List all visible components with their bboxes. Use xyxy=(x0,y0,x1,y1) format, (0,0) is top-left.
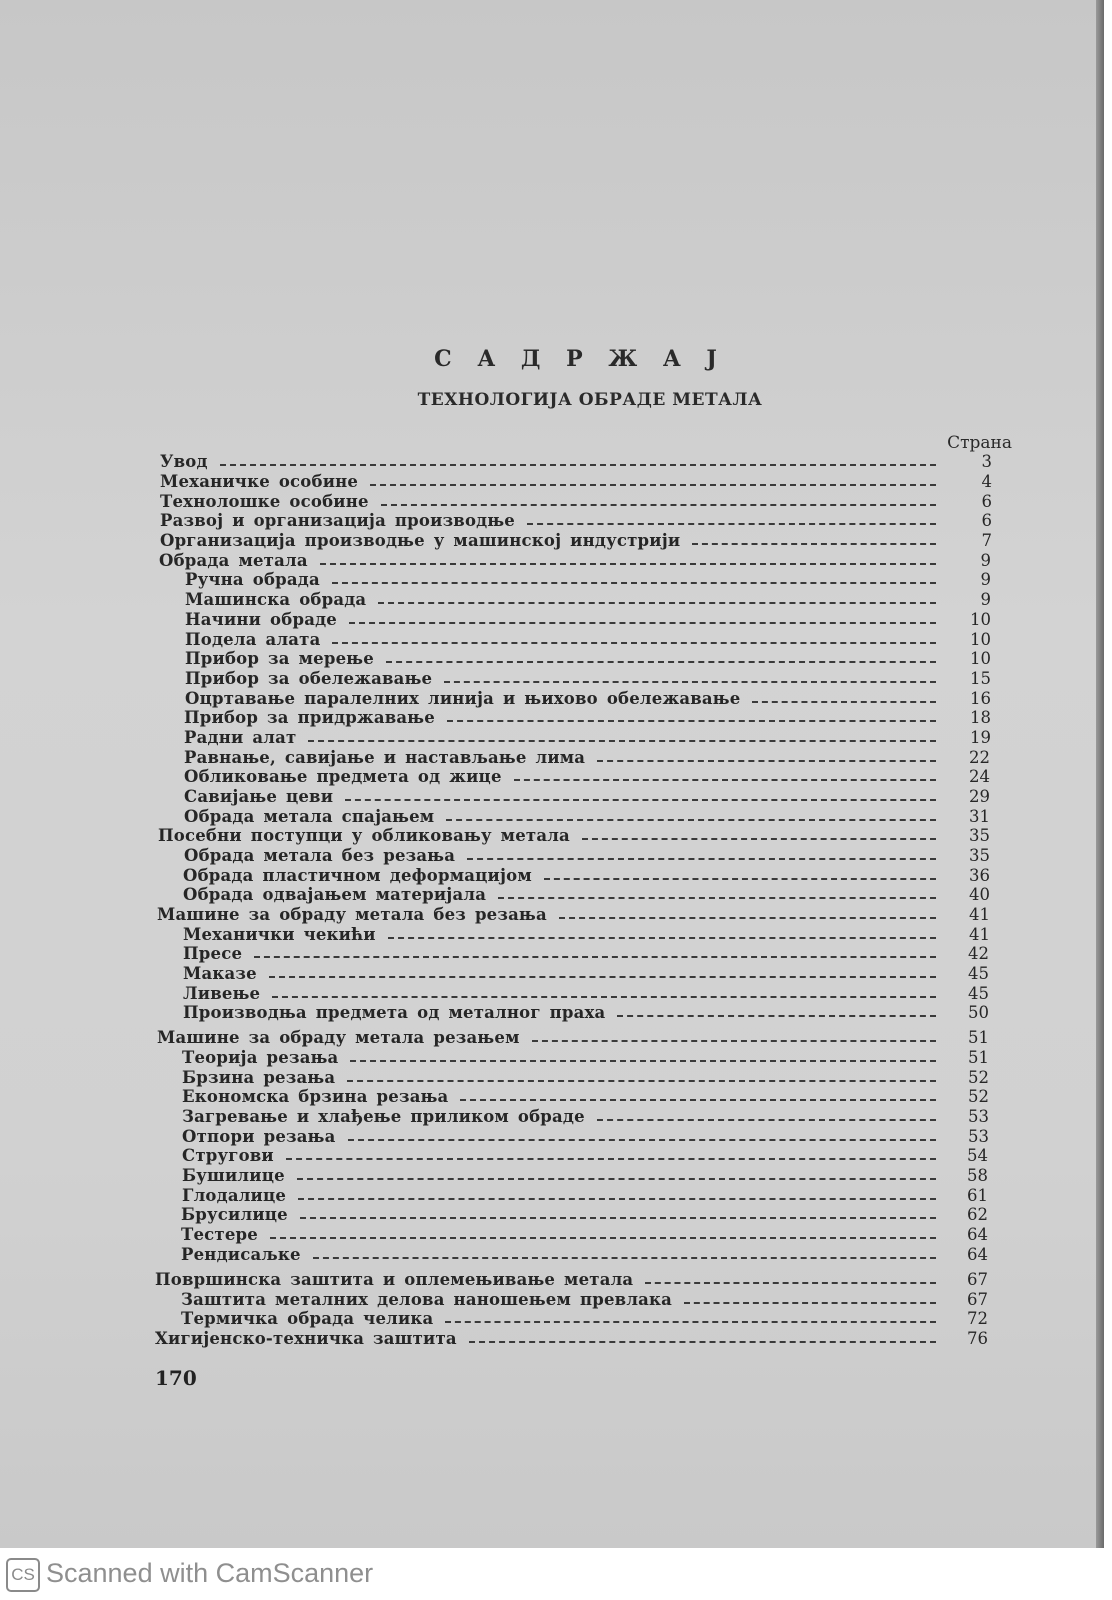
toc-entry-title: Обрада одвајањем материјала xyxy=(183,885,487,904)
toc-leader-dashes xyxy=(320,563,936,565)
toc-leader-dashes xyxy=(300,1217,936,1219)
toc-entry xyxy=(0,472,1104,492)
toc-entry-title: Посебни поступци у обликовању метала xyxy=(158,826,570,845)
toc-entry xyxy=(0,787,1104,807)
toc-entry xyxy=(0,492,1104,512)
toc-entry-title: Радни алат xyxy=(184,728,297,747)
toc-entry-title: Стругови xyxy=(182,1146,274,1165)
toc-page-number: 6 xyxy=(981,492,992,511)
toc-entry-title: Ливење xyxy=(183,984,261,1003)
toc-entry-title: Обрада пластичном деформацијом xyxy=(183,866,532,885)
toc-leader-dashes xyxy=(378,602,936,604)
toc-leader-dashes xyxy=(559,917,936,919)
toc-page-number: 53 xyxy=(968,1107,989,1126)
toc-leader-dashes xyxy=(388,937,936,939)
toc-leader-dashes xyxy=(270,1237,936,1239)
section-subtitle: ТЕХНОЛОГИЈА ОБРАДЕ МЕТАЛА xyxy=(417,390,763,410)
toc-entry-title: Подела алата xyxy=(185,630,321,649)
toc-entry xyxy=(0,531,1104,551)
toc-entry-title: Обликовање предмета од жице xyxy=(184,767,502,786)
toc-page-number: 40 xyxy=(969,885,990,904)
toc-page-number: 42 xyxy=(968,944,989,963)
toc-entry xyxy=(0,630,1104,650)
camscanner-logo-icon: CS xyxy=(6,1558,40,1592)
toc-entry-title: Брусилице xyxy=(181,1205,288,1224)
toc-leader-dashes xyxy=(370,484,936,486)
toc-page-number: 24 xyxy=(969,767,990,786)
toc-entry-title: Савијање цеви xyxy=(184,787,334,806)
page-number: 170 xyxy=(155,1366,197,1390)
toc-leader-dashes xyxy=(220,464,936,466)
toc-entry-title: Прибор за обележавање xyxy=(185,669,433,688)
toc-page-number: 7 xyxy=(981,531,992,550)
toc-leader-dashes xyxy=(498,897,936,899)
toc-page-number: 62 xyxy=(967,1205,988,1224)
toc-entry-title: Машинска обрада xyxy=(185,590,367,609)
toc-entry xyxy=(0,1107,1104,1127)
toc-entry xyxy=(0,1270,1104,1290)
toc-entry xyxy=(0,1205,1104,1225)
toc-entry xyxy=(0,1048,1104,1068)
toc-entry xyxy=(0,826,1104,846)
toc-leader-dashes xyxy=(308,740,936,742)
toc-leader-dashes xyxy=(272,996,936,998)
toc-entry-title: Ручна обрада xyxy=(185,570,320,589)
toc-entry xyxy=(0,1003,1104,1023)
toc-page-number: 67 xyxy=(967,1290,988,1309)
toc-leader-dashes xyxy=(467,858,936,860)
toc-page-number: 15 xyxy=(970,669,991,688)
toc-page-number: 4 xyxy=(981,472,992,491)
toc-entry xyxy=(0,767,1104,787)
toc-entry xyxy=(0,590,1104,610)
toc-page-number: 9 xyxy=(980,551,991,570)
toc-page-number: 16 xyxy=(970,689,991,708)
toc-leader-dashes xyxy=(348,1139,936,1141)
toc-leader-dashes xyxy=(347,1080,936,1082)
toc-leader-dashes xyxy=(446,819,936,821)
toc-entry xyxy=(0,1290,1104,1310)
toc-entry xyxy=(0,570,1104,590)
toc-entry-title: Теорија резања xyxy=(182,1048,339,1067)
toc-entry xyxy=(0,1309,1104,1329)
toc-leader-dashes xyxy=(298,1198,936,1200)
toc-leader-dashes xyxy=(445,1321,936,1323)
toc-entry-title: Маказе xyxy=(183,964,257,983)
toc-entry-title: Начини обраде xyxy=(185,610,337,629)
toc-page-number: 53 xyxy=(968,1127,989,1146)
toc-leader-dashes xyxy=(527,523,936,525)
toc-page-number: 50 xyxy=(968,1003,989,1022)
toc-entry-title: Машине за обраду метала без резања xyxy=(157,905,547,924)
toc-page-number: 45 xyxy=(968,964,989,983)
toc-page-number: 64 xyxy=(967,1225,988,1244)
toc-leader-dashes xyxy=(447,720,936,722)
toc-entry-title: Површинска заштита и оплемењивање метала xyxy=(155,1270,634,1289)
toc-page-number: 35 xyxy=(969,846,990,865)
toc-entry-title: Равнање, савијање и настављање лима xyxy=(184,748,586,767)
toc-entry-title: Прибор за придржавање xyxy=(184,708,435,727)
toc-page-number: 18 xyxy=(970,708,991,727)
toc-entry xyxy=(0,610,1104,630)
toc-leader-dashes xyxy=(597,1119,936,1121)
toc-page-number: 35 xyxy=(969,826,990,845)
toc-leader-dashes xyxy=(514,779,936,781)
toc-leader-dashes xyxy=(286,1158,936,1160)
toc-page-number: 67 xyxy=(967,1270,988,1289)
toc-entry-title: Обрада метала спајањем xyxy=(184,807,435,826)
toc-page-number: 72 xyxy=(967,1309,988,1328)
toc-page-number: 9 xyxy=(980,590,991,609)
toc-page-number: 41 xyxy=(969,905,990,924)
toc-leader-dashes xyxy=(345,799,936,801)
toc-leader-dashes xyxy=(386,661,936,663)
toc-entry xyxy=(0,1068,1104,1088)
toc-entry xyxy=(0,669,1104,689)
toc-page-number: 64 xyxy=(967,1245,988,1264)
scanner-watermark-text: Scanned with CamScanner xyxy=(46,1558,374,1588)
toc-leader-dashes xyxy=(752,701,936,703)
page-column-label: Страна xyxy=(947,433,1012,453)
toc-entry xyxy=(0,511,1104,531)
toc-entry xyxy=(0,846,1104,866)
toc-entry-title: Хигијенско-техничка заштита xyxy=(155,1329,457,1348)
toc-entry xyxy=(0,866,1104,886)
toc-page-number: 6 xyxy=(981,511,992,530)
toc-entry-title: Увод xyxy=(160,452,208,471)
toc-page-number: 19 xyxy=(970,728,991,747)
toc-leader-dashes xyxy=(684,1302,936,1304)
toc-page-number: 52 xyxy=(968,1068,989,1087)
toc-leader-dashes xyxy=(332,582,936,584)
toc-page-number: 31 xyxy=(969,807,990,826)
toc-leader-dashes xyxy=(297,1178,936,1180)
toc-entry xyxy=(0,748,1104,768)
toc-entry xyxy=(0,689,1104,709)
toc-leader-dashes xyxy=(254,956,936,958)
toc-entry xyxy=(0,925,1104,945)
toc-leader-dashes xyxy=(469,1341,936,1343)
toc-entry xyxy=(0,1028,1104,1048)
toc-leader-dashes xyxy=(349,622,936,624)
toc-entry xyxy=(0,1245,1104,1265)
toc-entry-title: Технолошке особине xyxy=(160,492,369,511)
toc-leader-dashes xyxy=(544,878,936,880)
toc-entry-title: Механичке особине xyxy=(160,472,359,491)
toc-page-number: 41 xyxy=(969,925,990,944)
toc-entry xyxy=(0,885,1104,905)
toc-page-number: 10 xyxy=(970,610,991,629)
toc-page-number: 10 xyxy=(970,630,991,649)
toc-entry-title: Обрада метала без резања xyxy=(184,846,456,865)
toc-leader-dashes xyxy=(313,1257,936,1259)
toc-leader-dashes xyxy=(617,1015,936,1017)
toc-entry-title: Бушилице xyxy=(182,1166,285,1185)
toc-leader-dashes xyxy=(692,543,936,545)
toc-entry-title: Тестере xyxy=(181,1225,258,1244)
toc-entry xyxy=(0,1329,1104,1349)
toc-page-number: 36 xyxy=(969,866,990,885)
toc-leader-dashes xyxy=(597,760,936,762)
toc-page-number: 51 xyxy=(968,1048,989,1067)
toc-page-number: 52 xyxy=(968,1087,989,1106)
toc-entry xyxy=(0,1127,1104,1147)
toc-page-number: 29 xyxy=(969,787,990,806)
toc-entry-title: Обрада метала xyxy=(159,551,308,570)
toc-entry xyxy=(0,649,1104,669)
toc-leader-dashes xyxy=(269,976,936,978)
page-title: С А Д Р Ж А Ј xyxy=(434,346,726,372)
toc-entry-title: Брзина резања xyxy=(182,1068,336,1087)
toc-page-number: 61 xyxy=(967,1186,988,1205)
toc-entry-title: Термичка обрада челика xyxy=(181,1309,434,1328)
toc-entry xyxy=(0,1225,1104,1245)
toc-entry xyxy=(0,984,1104,1004)
toc-page-number: 9 xyxy=(980,570,991,589)
toc-entry xyxy=(0,1146,1104,1166)
toc-entry-title: Загревање и хлађење приликом обраде xyxy=(182,1107,585,1126)
toc-entry-title: Механички чекићи xyxy=(183,925,376,944)
toc-page-number: 58 xyxy=(967,1166,988,1185)
toc-entry-title: Организација производње у машинској индустрији xyxy=(160,531,681,550)
toc-entry xyxy=(0,708,1104,728)
toc-entry xyxy=(0,944,1104,964)
toc-entry-title: Машине за обраду метала резањем xyxy=(157,1028,520,1047)
toc-entry-title: Оцртавање паралелних линија и њихово обележавање xyxy=(185,689,741,708)
toc-page-number: 22 xyxy=(969,748,990,767)
toc-entry-title: Прибор за мерење xyxy=(185,649,374,668)
toc-leader-dashes xyxy=(582,838,936,840)
toc-entry xyxy=(0,1166,1104,1186)
toc-leader-dashes xyxy=(460,1099,936,1101)
toc-entry-title: Развој и организација производње xyxy=(160,511,516,530)
toc-entry xyxy=(0,1087,1104,1107)
toc-page-number: 45 xyxy=(968,984,989,1003)
toc-entry-title: Отпори резања xyxy=(182,1127,336,1146)
toc-entry xyxy=(0,551,1104,571)
toc-page-number: 76 xyxy=(967,1329,988,1348)
toc-leader-dashes xyxy=(381,504,936,506)
toc-leader-dashes xyxy=(350,1060,936,1062)
toc-page-number: 3 xyxy=(981,452,992,471)
toc-entry-title: Заштита металних делова наношењем превлака xyxy=(181,1290,673,1309)
toc-entry-title: Глодалице xyxy=(182,1186,287,1205)
toc-entry xyxy=(0,1186,1104,1206)
toc-page-number: 51 xyxy=(968,1028,989,1047)
scanner-watermark-bar xyxy=(0,1548,1112,1600)
toc-entry xyxy=(0,964,1104,984)
toc-entry xyxy=(0,905,1104,925)
toc-entry-title: Производња предмета од металног праха xyxy=(183,1003,606,1022)
toc-entry-title: Економска брзина резања xyxy=(182,1087,449,1106)
toc-leader-dashes xyxy=(332,642,936,644)
toc-page-number: 54 xyxy=(967,1146,988,1165)
toc-leader-dashes xyxy=(645,1282,936,1284)
toc-entry xyxy=(0,807,1104,827)
toc-entry-title: Пресе xyxy=(183,944,243,963)
toc-leader-dashes xyxy=(532,1040,936,1042)
toc-leader-dashes xyxy=(444,681,936,683)
toc-entry-title: Рендисаљке xyxy=(181,1245,301,1264)
toc-page-number: 10 xyxy=(970,649,991,668)
toc-entry xyxy=(0,452,1104,472)
toc-entry xyxy=(0,728,1104,748)
